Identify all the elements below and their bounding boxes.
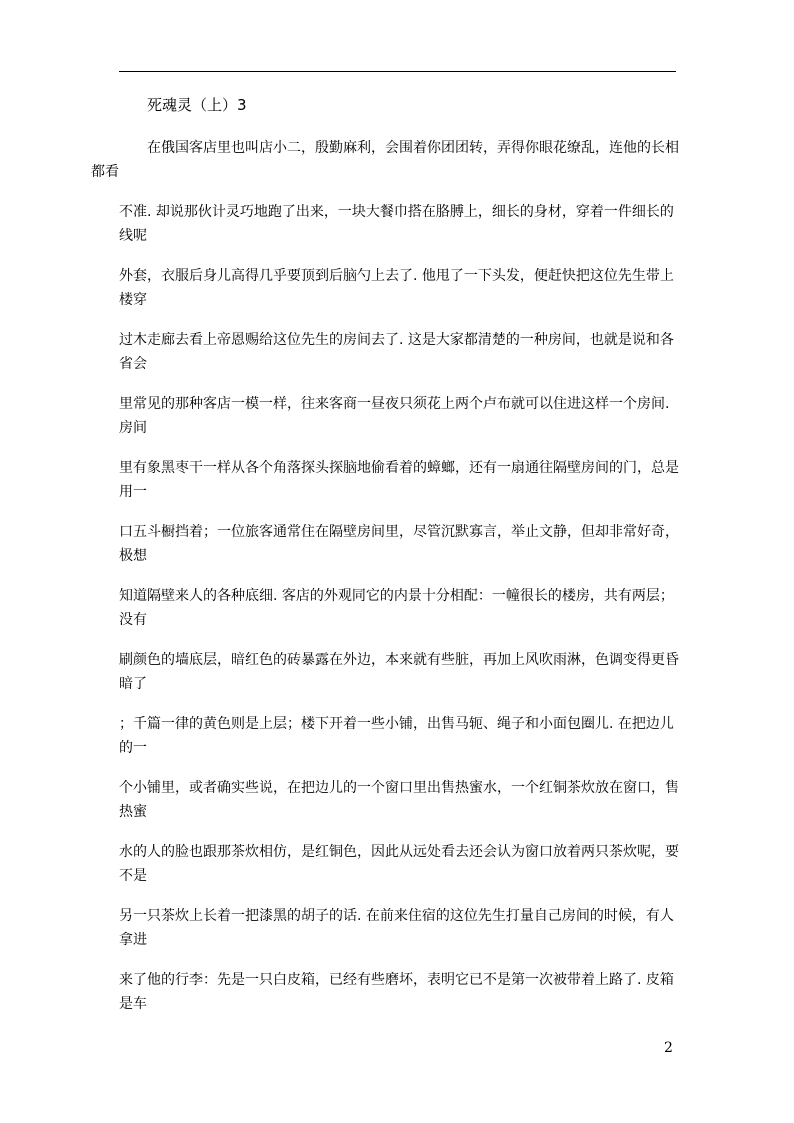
text-line-wrap: 没有 — [119, 612, 147, 628]
paragraph — [119, 712, 679, 760]
text-line: 外套，衣服后身儿高得几乎要顶到后脑勺上去了. 他甩了一下头发，便赶快把这位先生带上 — [119, 268, 674, 284]
paragraph — [119, 520, 679, 568]
text-line: 过木走廊去看上帝恩赐给这位先生的房间去了. 这是大家都清楚的一种房间，也就是说和各 — [119, 332, 674, 348]
paragraph — [119, 904, 679, 952]
page-number: 2 — [664, 1040, 673, 1056]
paragraph — [91, 136, 679, 184]
text-line-wrap: 房间 — [119, 420, 147, 436]
text-line: 知道隔壁来人的各种底细. 客店的外观同它的内景十分相配：一幢很长的楼房，共有两层； — [119, 588, 674, 604]
text-line-wrap: 不是 — [119, 868, 147, 884]
text-line: 在俄国客店里也叫店小二，殷勤麻利，会围着你团团转，弄得你眼花缭乱，连他的长相 — [147, 140, 679, 156]
paragraph — [119, 264, 679, 312]
text-line-wrap: 的一 — [119, 740, 147, 756]
text-line: 不准. 却说那伙计灵巧地跑了出来，一块大餐巾搭在胳膊上，细长的身材，穿着一件细长的 — [119, 204, 674, 220]
paragraph — [119, 328, 679, 376]
text-line-wrap: 线呢 — [119, 228, 147, 244]
paragraph — [119, 200, 679, 248]
paragraph — [119, 584, 679, 632]
text-line-wrap: 热蜜 — [119, 804, 147, 820]
text-line: 另一只茶炊上长着一把漆黑的胡子的话. 在前来住宿的这位先生打量自己房间的时候，有人 — [119, 908, 674, 924]
text-line: 水的人的脸也跟那茶炊相仿，是红铜色，因此从远处看去还会认为窗口放着两只茶炊呢，要 — [119, 844, 679, 860]
chapter-title: 死魂灵（上）3 — [147, 96, 247, 114]
paragraph — [119, 776, 679, 824]
text-line-wrap: 是车 — [119, 996, 147, 1012]
text-line: 里常见的那种客店一模一样，往来客商一昼夜只须花上两个卢布就可以住进这样一个房间. — [119, 396, 670, 412]
paragraph — [119, 968, 679, 1016]
text-line-wrap: 暗了 — [119, 676, 147, 692]
text-line-wrap: 楼穿 — [119, 292, 147, 308]
text-line-wrap: 用一 — [119, 484, 147, 500]
header-rule — [119, 71, 676, 72]
paragraph — [119, 840, 679, 888]
paragraph — [119, 648, 679, 696]
text-line-wrap: 拿进 — [119, 932, 147, 948]
text-line-wrap: 都看 — [91, 164, 119, 180]
text-line: 口五斗橱挡着；一位旅客通常住在隔壁房间里，尽管沉默寡言，举止文静，但却非常好奇， — [119, 524, 679, 540]
text-line: 里有象黑枣干一样从各个角落探头探脑地偷看着的蟑螂，还有一扇通往隔壁房间的门，总是 — [119, 460, 679, 476]
text-line: 个小铺里，或者确实些说，在把边儿的一个窗口里出售热蜜水，一个红铜茶炊放在窗口，售 — [119, 780, 679, 796]
paragraph — [119, 456, 679, 504]
paragraph — [119, 392, 679, 440]
text-line: 来了他的行李：先是一只白皮箱，已经有些磨坏，表明它已不是第一次被带着上路了. 皮箱 — [119, 972, 674, 988]
text-line: 刷颜色的墙底层，暗红色的砖暴露在外边，本来就有些脏，再加上风吹雨淋，色调变得更昏 — [119, 652, 679, 668]
text-line-wrap: 极想 — [119, 548, 147, 564]
text-line-wrap: 省会 — [119, 356, 147, 372]
body-text — [91, 136, 679, 1032]
text-line: ；千篇一律的黄色则是上层；楼下开着一些小铺，出售马轭、绳子和小面包圈儿. 在把边儿 — [119, 716, 674, 732]
